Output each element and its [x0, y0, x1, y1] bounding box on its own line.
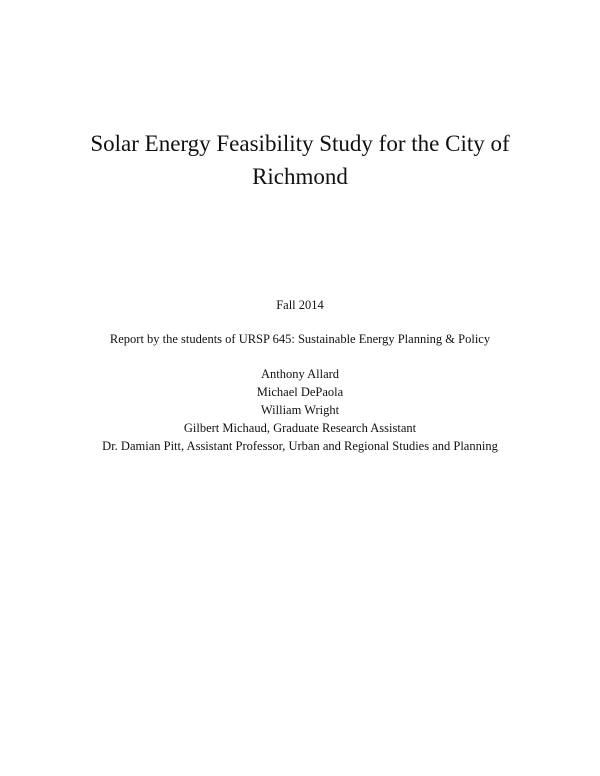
document-title	[60, 127, 540, 193]
author-name: Dr. Damian Pitt, Assistant Professor, Urban and Regional Studies and Planning	[102, 439, 498, 453]
author-name: William Wright	[260, 403, 340, 417]
author-name: Gilbert Michaud, Graduate Research Assistant	[183, 421, 417, 435]
title-line-2: Richmond	[252, 164, 348, 189]
report-byline: Report by the students of URSP 645: Sustainable Energy Planning & Policy	[109, 332, 491, 346]
author-name: Michael DePaola	[256, 385, 344, 399]
report-date: Fall 2014	[276, 298, 324, 312]
title-line-1: Solar Energy Feasibility Study for the City of	[90, 131, 510, 156]
author-name: Anthony Allard	[260, 367, 340, 381]
